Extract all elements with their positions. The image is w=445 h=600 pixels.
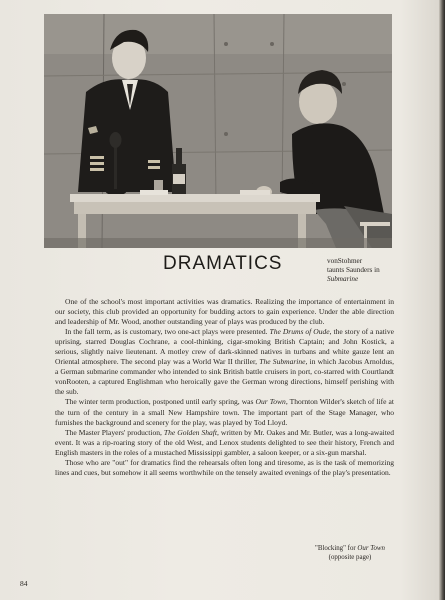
play-title: The Submarine [259, 357, 306, 367]
play-title: The Drums of Oude [269, 327, 330, 337]
paragraph-3 [55, 397, 394, 427]
paragraph-text: , the story of a native uprising, starred Douglas Cochrane, a cool-thinking, cigar-smoking British Captain; and John Kostick, a serious, slightly naive lieutenant. A motley crew of dark-skinned natives in turbans and white gauze lent an Oriental atmosphere. The second play was a World War II thriller, [55, 327, 394, 367]
paragraph-text: In the fall term, as is customary, two one-act plays were presented. [65, 327, 270, 337]
page-edge-shadow [439, 0, 445, 600]
photo-illustration [44, 14, 392, 248]
caption-line-1: vonStohmer [327, 257, 363, 265]
blocking-caption-note: (opposite page) [328, 554, 372, 561]
opposite-page-caption [300, 544, 400, 562]
paragraph-2 [55, 327, 394, 397]
article-body [55, 297, 394, 478]
page-number: 84 [20, 579, 28, 588]
paragraph-4 [55, 428, 394, 458]
paragraph-text: , Thornton Wilder's sketch of life at the turn of the century in a small New Hampshire town. The important part of the Stage Manager, who furnishes the background and scenery for the play, was played by Tod Lloyd. [55, 397, 394, 427]
blocking-caption-text: "Blocking" for [315, 545, 358, 552]
play-title: The Golden Shaft [163, 427, 217, 437]
section-heading: DRAMATICS [163, 253, 283, 274]
stage-photograph [44, 14, 392, 248]
paragraph-text: One of the school's most important activities was dramatics. Realizing the importance of entertainment in our society, this club provided an opportunity for budding actors to gain experience. Under the able direction and leadership of Mr. Wood, another outstanding year of plays was produced by the club. [55, 297, 394, 327]
caption-line-2: taunts Saunders in [327, 266, 380, 274]
paragraph-1 [55, 297, 394, 327]
paragraph-5 [55, 458, 394, 478]
play-title: Our Town [255, 397, 286, 407]
paragraph-text: The winter term production, postponed until early spring, was [65, 397, 256, 407]
paragraph-text: Those who are "out" for dramatics find the rehearsals often long and tiresome, as is the task of memorizing lines and cues, but somehow it all seems worthwhile on the tensely awaited evenings of the play's presentation. [55, 457, 394, 477]
paragraph-text: The Master Players' production, [65, 427, 164, 437]
photo-caption [327, 257, 407, 284]
caption-play-title: Submarine [327, 275, 359, 283]
paragraph-text: , written by Mr. Oakes and Mr. Butler, was a long-awaited event. It was a rip-roaring story of the old West, and Lenox students delighted to see their history, French and English masters in the roles of a mustached Mississippi gambler, a saloon keeper, or a six-gun marshal. [55, 427, 394, 457]
paragraph-text: , in which Jacobus Arnoldus, a German submarine commander who intended to sink British battle cruisers in port, co-starred with Courtlandt vonRooten, a captured Englishman who heroically gave the German wrong directions, himself perishing with the sub. [55, 357, 394, 397]
blocking-play-title: Our Town [357, 545, 385, 552]
